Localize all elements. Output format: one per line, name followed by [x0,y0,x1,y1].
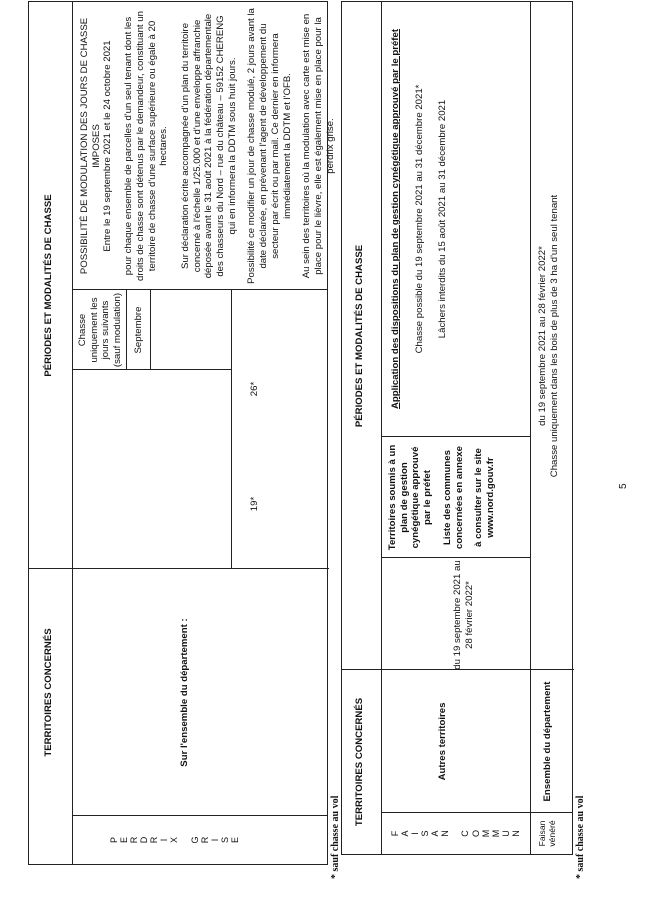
modulation-label: Chasse uniquement les jours suivants (sauf modulation) [77,292,124,368]
faisan-commun-letter: F [390,830,400,837]
perdrix-grise-letter: E [229,837,240,844]
row-whole-department-period [537,2,560,670]
faisan-commun-letter: M [480,829,491,838]
perdrix-grise-letter: R [129,836,140,844]
species-label-perdrix-grise [109,816,240,864]
faisan-commun-letter: S [420,830,431,837]
perdrix-grise-letter: R [149,836,160,844]
modulation-dates: Entre le 19 septembre 2021 et le 24 octobre 2021 [102,40,114,252]
management-plan-period-1: Chasse possible du 19 septembre 2021 au 31 décembre 2021* [413,84,425,354]
website-reference: à consulter sur le site www.nord.gouv.fr [473,448,496,547]
perdrix-grise-letter: S [219,837,230,844]
faisan-commun-letter: I [410,832,421,835]
modulation-title: POSSIBILITÉ DE MODULATION DES JOURS DE CHASSE IMPOSES [79,17,102,275]
row-management-plan-territories [387,441,497,554]
faisan-venere-condition: Chasse uniquement dans les bois de plus de 3 ha d'un seul tenant [548,194,560,478]
day-26: 26* [249,381,260,397]
perdrix-grise-letter: D [139,836,150,844]
modulation-paragraph-3: Possibilité ce modifier un jour de chasse modulé, 2 jours avant la date déclarée, en prévenant l'agent de développement du secteur par écrit ou par mail. Ce dernier en informera immédiatement la DDTM et l'OFB. [246,8,293,284]
header-periods: PÉRIODES ET MODALITÉS DE CHASSE [43,194,54,377]
species-label-faisan-commun [390,813,521,854]
faisan-venere-period: du 19 septembre 2021 au 28 février 2022* [537,246,548,426]
management-plan-label: Territoires soumis à un plan de gestion cynégétique approuvé par le préfet [387,444,434,551]
row-other-territories: Autres territoires [437,702,448,781]
faisan-commun-letter: N [510,830,521,837]
faisan-commun-letter: U [500,830,511,837]
modulation-paragraph-1: pour chaque ensemble de parcelles d'un seul tenant dont les droits de chasse sont détenus par le demandeur, constituant un territoire de chasse d'une surface supérieure ou égale à 20 hectares. [123,11,170,281]
management-plan-period-2: Lâchers interdits du 15 août 2021 au 31 décembre 2021 [437,99,449,339]
faisan-commun-letter: A [400,830,411,837]
faisan-commun-letter: N [440,830,451,837]
faisan-commun-letter: C [460,830,471,837]
day-19: 19* [249,496,260,512]
perdrix-grise-letter: P [109,837,119,844]
header-territories-2: TERRITOIRES CONCERNÉS [354,697,365,827]
perdrix-grise-letter: I [159,838,170,842]
table-perdrix-grise [28,1,336,865]
header-periods-2: PÉRIODES ET MODALITÉS DE CHASSE [354,244,365,428]
perdrix-grise-letter: G [189,836,200,844]
page-number: 5 [618,483,629,489]
month-september: Septembre [133,306,144,354]
footnote-2: * sauf chasse au vol [575,795,586,879]
faisan-commun-letter: O [470,830,481,838]
species-label-faisan-venere: Faisan vénéré [537,820,558,847]
row-management-plan-periods [390,9,449,429]
territory-whole-department: Sur l'ensemble du département : [179,618,190,767]
perdrix-grise-letter: I [209,838,220,842]
header-territories: TERRITOIRES CONCERNÉS [43,628,54,757]
row-whole-department: Ensemble du département [542,681,553,802]
modulation-paragraph-4: Au sein des territoires où la modulation avec carte est mise en place pour le lièvre, elle est également mise en place pour la perdrix grise. [301,13,336,279]
row-other-territories-period: du 19 septembre 2021 au 28 février 2022* [452,560,475,670]
table-faisan-commun [341,1,573,855]
faisan-commun-letter: A [430,830,441,837]
communes-list-label: Liste des communes concernées en annexe [441,446,465,549]
modulation-paragraph-2: Sur déclaration écrite accompagnée d'un plan du territoire concerné à l'échelle 1/25.000 et d'une enveloppe affranchie déposée avant le 31 août 2021 à la fédération départementale des chasseurs du Nord – rue du château – 59152 CHERENG qui en informera la DDTM sous huit jours. [179,13,238,279]
faisan-commun-letter: M [490,829,501,838]
management-plan-title: Application des dispositions du plan de gestion cynégétique approuvé par le préfet [390,28,401,410]
perdrix-grise-letter: X [169,837,180,844]
perdrix-grise-letter: E [119,837,130,844]
modulation-details [79,8,336,284]
footnote-1: * sauf chasse au vol [330,795,341,879]
perdrix-grise-letter: R [199,836,210,844]
